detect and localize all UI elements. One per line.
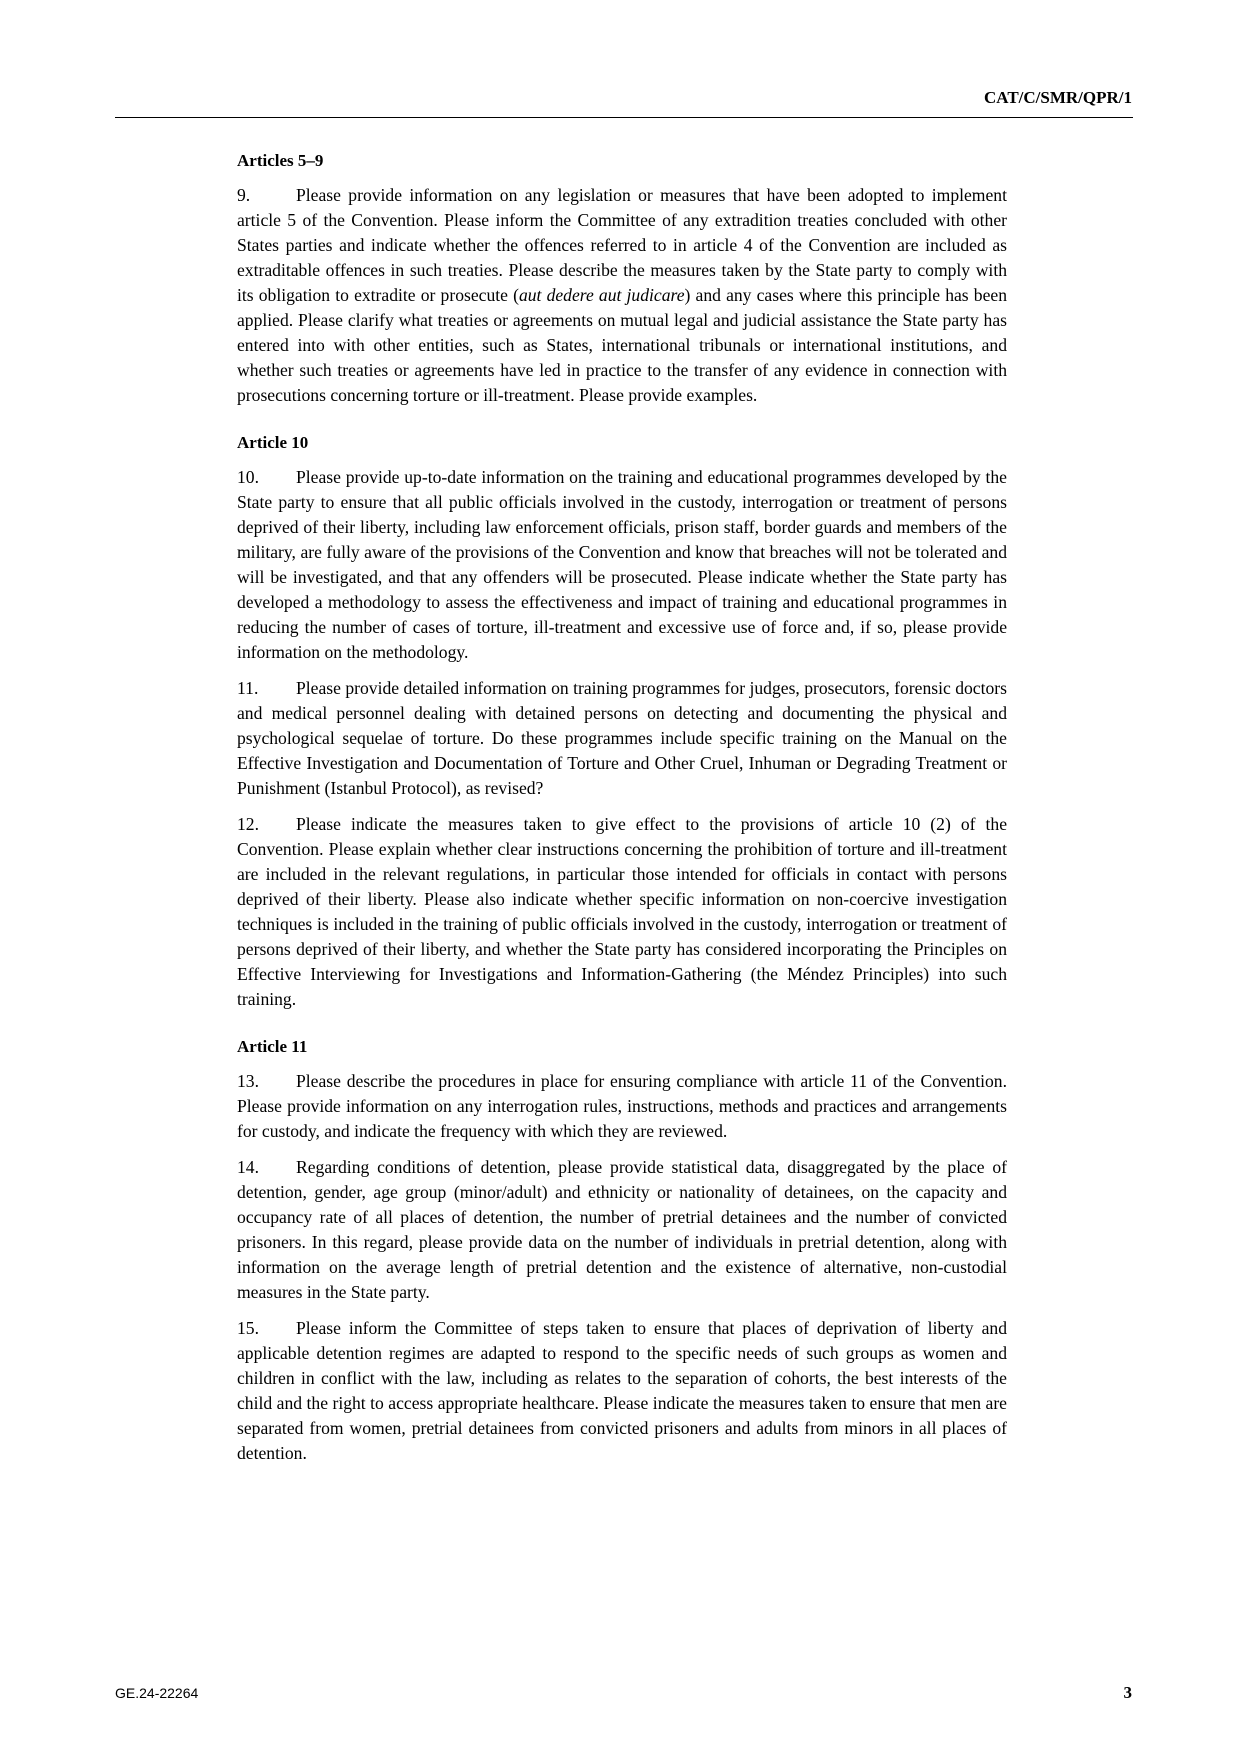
section-heading: Article 11 [237,1037,308,1056]
paragraph [237,465,1007,665]
paragraph [237,1069,1007,1144]
paragraph [237,1155,1007,1305]
paragraph [237,183,1007,408]
section [237,1034,1007,1466]
paragraph [237,1316,1007,1466]
paragraph-text: Please provide detailed information on training programmes for judges, prosecutors, forensic doctors and medical personnel dealing with detained persons on detecting and documenting the physical and psychological sequelae of torture. Do these programmes include specific training on the Manual on the Effective Investigation and Documentation of Torture and Other Cruel, Inhuman or Degrading Treatment or Punishment (Istanbul Protocol), as revised? [237,678,1007,798]
paragraph [237,812,1007,1012]
paragraph-text: Please describe the procedures in place for ensuring compliance with article 11 of the Convention. Please provide information on any interrogation rules, instructions, methods and practices and arrangements for custody, and indicate the frequency with which they are reviewed. [237,1071,1007,1141]
document-code: GE.24-22264 [115,1685,199,1701]
paragraph-text: Please provide information on any legislation or measures that have been adopted to implement article 5 of the Convention. Please inform the Committee of any extradition treaties concluded with other States parties and indicate whether the offences referred to in article 4 of the Convention are included as extraditable offences in such treaties. Please describe the measures taken by the State party to comply with its obligation to extradite or prosecute ( [237,185,1007,305]
paragraph-number: 12. [237,814,259,834]
header-divider [115,117,1133,118]
paragraph-number: 15. [237,1318,259,1338]
section [237,430,1007,1012]
paragraph-number: 10. [237,467,259,487]
paragraph [237,676,1007,801]
paragraph-number: 11. [237,678,259,698]
paragraph-text: ) and any cases where this principle has been applied. Please clarify what treaties or agreements on mutual legal and judicial assistance the State party has entered into with other entities, such as States, international tribunals or international institutions, and whether such treaties or agreements have led in practice to the transfer of any evidence in connection with prosecutions concerning torture or ill-treatment. Please provide examples. [237,285,1008,405]
page-number: 3 [1123,1683,1132,1702]
section-heading: Articles 5–9 [237,151,324,170]
document-symbol: CAT/C/SMR/QPR/1 [984,88,1132,107]
section-heading: Article 10 [237,433,309,452]
paragraph-number: 14. [237,1157,259,1177]
paragraph-number: 9. [237,185,251,205]
document-body [237,148,1007,1488]
paragraph-text: Please indicate the measures taken to give effect to the provisions of article 10 (2) of the Convention. Please explain whether clear instructions concerning the prohibition of torture and ill-treatment are included in the relevant regulations, in particular those intended for officials in contact with persons deprived of their liberty. Please also indicate whether specific information on non-coercive investigation techniques is included in the training of public officials involved in the custody, interrogation or treatment of persons deprived of their liberty, and whether the State party has considered incorporating the Principles on Effective Interviewing for Investigations and Information-Gathering (the Méndez Principles) into such training. [237,814,1007,1009]
paragraph-italic-text: aut dedere aut judicare [518,285,685,305]
paragraph-text: Please inform the Committee of steps taken to ensure that places of deprivation of liberty and applicable detention regimes are adapted to respond to the specific needs of such groups as women and children in conflict with the law, including as relates to the separation of cohorts, the best interests of the child and the right to access appropriate healthcare. Please indicate the measures taken to ensure that men are separated from women, pretrial detainees from convicted prisoners and adults from minors in all places of detention. [237,1318,1007,1463]
paragraph-text: Please provide up-to-date information on the training and educational programmes developed by the State party to ensure that all public officials involved in the custody, interrogation or treatment of persons deprived of their liberty, including law enforcement officials, prison staff, border guards and members of the military, are fully aware of the provisions of the Convention and know that breaches will not be tolerated and will be investigated, and that any offenders will be prosecuted. Please indicate whether the State party has developed a methodology to assess the effectiveness and impact of training and educational programmes in reducing the number of cases of torture, ill-treatment and excessive use of force and, if so, please provide information on the methodology. [237,467,1007,662]
section [237,148,1007,408]
paragraph-text: Regarding conditions of detention, please provide statistical data, disaggregated by the place of detention, gender, age group (minor/adult) and ethnicity or nationality of detainees, on the capacity and occupancy rate of all places of detention, the number of pretrial detainees and the number of convicted prisoners. In this regard, please provide data on the number of individuals in pretrial detention, along with information on the average length of pretrial detention and the existence of alternative, non-custodial measures in the State party. [237,1157,1007,1302]
paragraph-number: 13. [237,1071,259,1091]
